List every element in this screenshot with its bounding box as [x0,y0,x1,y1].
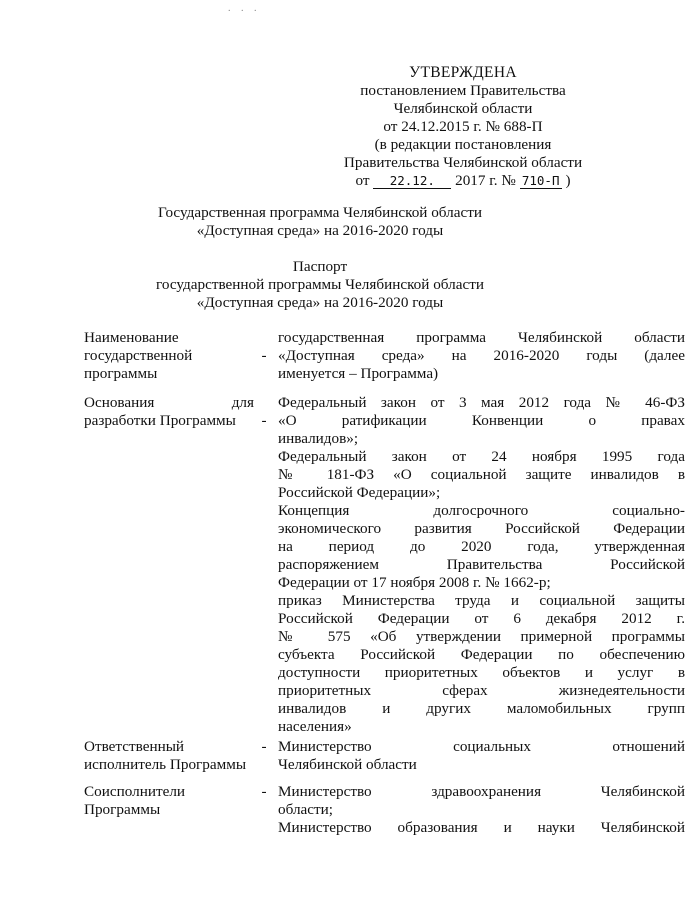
value-line: приказ Министерства труда и социальной защиты [278,592,685,609]
value-line: доступности приоритетных объектов и услуг в [278,664,685,681]
value-line: Министерство здравоохранения Челябинской [278,783,685,800]
value-line: Российской Федерации»; [278,484,441,501]
label-line: государственной [84,347,193,364]
date-prefix: от [355,172,370,189]
row-label [84,329,254,383]
label-line: исполнитель Программы [84,756,247,773]
approval-stamp [318,64,608,190]
label-line: Соисполнители [84,783,186,800]
approval-date-line [318,172,608,190]
handwritten-date: 22.12. [373,173,451,189]
label-word: для [231,394,254,411]
date-year: 2017 г. № [455,172,516,189]
approval-line: постановлением Правительства [360,82,566,99]
approval-line: от 24.12.2015 г. № 688-П [383,118,543,135]
value-line: Челябинской области [278,756,417,773]
program-title [0,204,640,240]
row-value [278,783,685,837]
value-line: экономического развития Российской Федерации [278,520,685,537]
approval-line: (в редакции постановления [374,136,552,153]
value-line: государственная программа Челябинской области [278,329,685,346]
row-value [278,738,685,774]
value-line: Концепция долгосрочного социально- [278,502,685,519]
passport-heading [0,258,640,312]
label-line: Программы [84,801,161,818]
row-value [278,394,685,736]
label-line: разработки Программы [84,412,236,429]
program-title-line: «Доступная среда» на 2016-2020 годы [196,222,444,239]
value-line: именуется – Программа) [278,365,439,382]
label-line: Наименование [84,329,179,346]
row-label [84,738,254,774]
label-word: Основания [84,394,155,411]
value-line: Федеральный закон от 24 ноября 1995 года [278,448,685,465]
value-line: Министерство образования и науки Челябинской [278,819,685,836]
value-line: Федеральный закон от 3 мая 2012 года № 46-ФЗ [278,394,685,411]
value-line: субъекта Российской Федерации по обеспечению [278,646,685,663]
approval-line: Правительства Челябинской области [343,154,583,171]
label-line [84,394,254,412]
value-line: «Доступная среда» на 2016-2020 годы (далее [278,347,685,364]
value-line: № 575 «Об утверждении примерной программы [278,628,685,645]
value-line: Российской Федерации от 6 декабря 2012 г. [278,610,685,627]
value-line: распоряжением Правительства Российской [278,556,685,573]
handwritten-number: 710-П [520,173,562,189]
row-dash: - [261,738,267,755]
row-label [84,783,254,819]
row-dash: - [261,347,267,364]
row-dash: - [261,783,267,800]
label-line: Ответственный [84,738,185,755]
value-line: Министерство социальных отношений [278,738,685,755]
value-line: «О ратификации Конвенции о правах [278,412,685,429]
row-label [84,394,254,430]
passport-subtitle: государственной программы Челябинской области [156,276,484,293]
approval-title: УТВЕРЖДЕНА [409,64,517,81]
value-line: приоритетных сферах жизнедеятельности [278,682,685,699]
program-title-line: Государственная программа Челябинской области [158,204,482,221]
scan-marks: . . . [228,3,261,14]
value-line: на период до 2020 года, утвержденная [278,538,685,555]
row-value [278,329,685,383]
label-line: программы [84,365,158,382]
value-line: населения» [278,718,352,735]
row-dash: - [261,412,267,429]
passport-subtitle: «Доступная среда» на 2016-2020 годы [196,294,444,311]
approval-line: Челябинской области [393,100,533,117]
value-line: № 181-ФЗ «О социальной защите инвалидов в [278,466,685,483]
value-line: инвалидов и других маломобильных групп [278,700,685,717]
value-line: области; [278,801,333,818]
value-line: инвалидов»; [278,430,359,447]
value-line: Федерации от 17 ноября 2008 г. № 1662-р; [278,574,551,591]
close-paren: ) [565,172,571,189]
passport-title: Паспорт [292,258,348,275]
